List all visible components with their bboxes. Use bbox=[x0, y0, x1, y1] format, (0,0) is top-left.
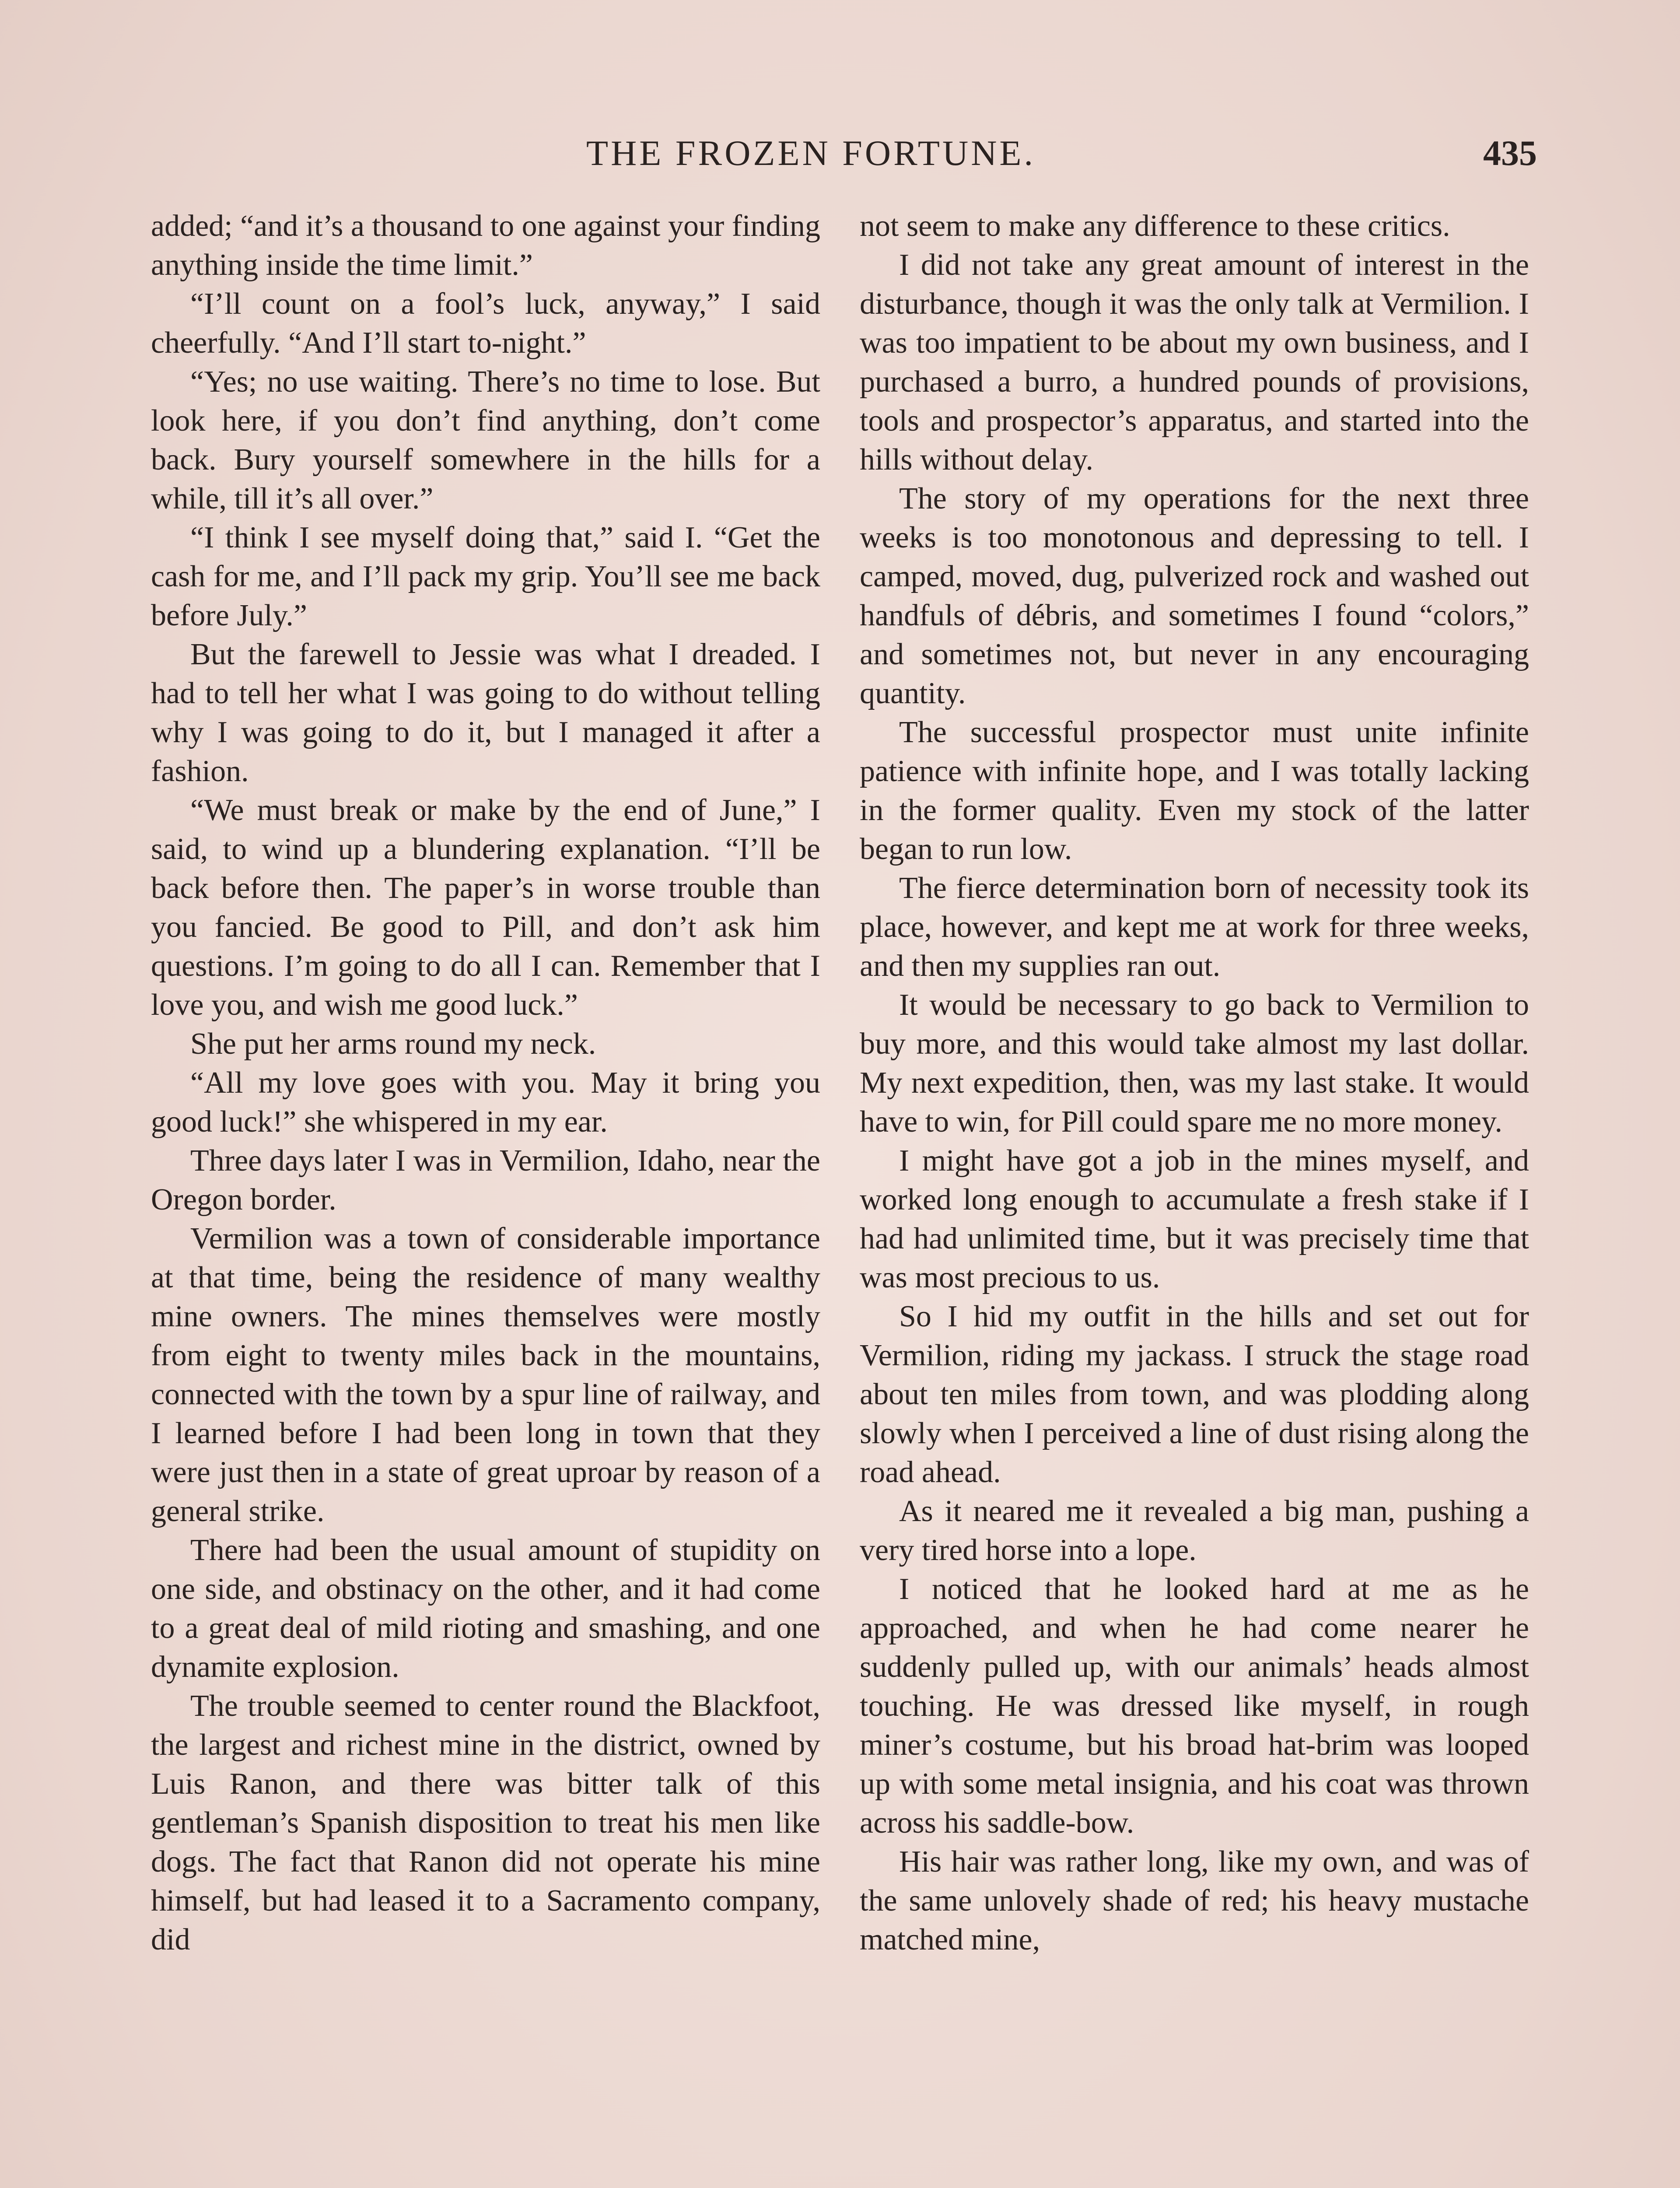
paragraph: “I think I see myself doing that,” said I. “Get the cash for me, and I’ll pack my grip. You’ll see me back before July.” bbox=[151, 521, 820, 632]
paragraph: Three days later I was in Vermilion, Idaho, near the Oregon border. bbox=[151, 1144, 820, 1217]
paragraph: “Yes; no use waiting. There’s no time to lose. But look here, if you don’t find anything, don’t come back. Bury yourself somewhere in the hills for a while, till it’s all over.” bbox=[151, 365, 820, 515]
paragraph: Vermilion was a town of considerable importance at that time, being the residence of many wealthy mine owners. The mines themselves were mostly from eight to twenty miles back in the mountains, connected with the town by a spur line of railway, and I learned before I had been long in town that they were just then in a state of great uproar by reason of a general strike. bbox=[151, 1222, 820, 1528]
paragraph: I did not take any great amount of interest in the disturbance, though it was the only talk at Vermilion. I was too impatient to be about my own business, and I purchased a burro, a hundred pounds of provisions, tools and prospector’s apparatus, and started into the hills without delay. bbox=[860, 248, 1529, 477]
right-column bbox=[860, 207, 1529, 2188]
paragraph: She put her arms round my neck. bbox=[190, 1027, 596, 1061]
paragraph: As it neared me it revealed a big man, pushing a very tired horse into a lope. bbox=[860, 1494, 1529, 1567]
paragraph: So I hid my outfit in the hills and set out for Vermilion, riding my jackass. I struck the stage road about ten miles from town, and was plodding along slowly when I perceived a line of dust rising along the road ahead. bbox=[860, 1300, 1529, 1489]
paragraph: The successful prospector must unite infinite patience with infinite hope, and I was totally lacking in the former quality. Even my stock of the latter began to run low. bbox=[860, 715, 1529, 866]
paragraph: I noticed that he looked hard at me as he approached, and when he had come nearer he suddenly pulled up, with our animals’ heads almost touching. He was dressed like myself, in rough miner’s costume, but his broad hat-brim was looped up with some metal insignia, and his coat was thrown across his saddle-bow. bbox=[860, 1572, 1529, 1840]
paragraph: The fierce determination born of necessity took its place, however, and kept me at work for three weeks, and then my supplies ran out. bbox=[860, 871, 1529, 983]
paragraph: But the farewell to Jessie was what I dreaded. I had to tell her what I was going to do without telling why I was going to do it, but I managed it after a fashion. bbox=[151, 638, 820, 788]
paragraph: “All my love goes with you. May it bring you good luck!” she whispered in my ear. bbox=[151, 1066, 820, 1139]
left-column bbox=[151, 207, 820, 2188]
paragraph: “We must break or make by the end of June,” I said, to wind up a blundering explanation. “I’ll be back before then. The paper’s in worse trouble than you fancied. Be good to Pill, and don’t ask him questions. I’m going to do all I can. Remember that I love you, and wish me good luck.” bbox=[151, 793, 820, 1022]
paragraph: “I’ll count on a fool’s luck, anyway,” I said cheerfully. “And I’ll start to-night.” bbox=[151, 287, 820, 360]
paragraph: The trouble seemed to center round the Blackfoot, the largest and richest mine in the district, owned by Luis Ranon, and there was bitter talk of this gentleman’s Spanish disposition to treat his men like dogs. The fact that Ranon did not operate his mine himself, but had leased it to a Sacramento company, did bbox=[151, 1689, 820, 1957]
paragraph: It would be necessary to go back to Vermilion to buy more, and this would take almost my last dollar. My next expedition, then, was my last stake. It would have to win, for Pill could spare me no more money. bbox=[860, 988, 1529, 1139]
paragraph: The story of my operations for the next three weeks is too monotonous and depressing to tell. I camped, moved, dug, pulverized rock and washed out handfuls of débris, and sometimes I found “colors,” and sometimes not, but never in any encouraging quantity. bbox=[860, 482, 1529, 710]
paragraph: I might have got a job in the mines myself, and worked long enough to accumulate a fresh stake if I had had unlimited time, but it was precisely time that was most precious to us. bbox=[860, 1144, 1529, 1294]
paragraph: There had been the usual amount of stupidity on one side, and obstinacy on the other, and it had come to a great deal of mild rioting and smashing, and one dynamite explosion. bbox=[151, 1533, 820, 1684]
running-title: THE FROZEN FORTUNE. bbox=[586, 133, 1036, 173]
paragraph: His hair was rather long, like my own, and was of the same unlovely shade of red; his heavy mustache matched mine, bbox=[860, 1845, 1529, 1957]
running-header bbox=[0, 127, 1680, 179]
paragraph: not seem to make any difference to these critics. bbox=[860, 209, 1450, 243]
page-number: 435 bbox=[1483, 133, 1537, 173]
paragraph: added; “and it’s a thousand to one against your finding anything inside the time limit.” bbox=[151, 209, 820, 282]
